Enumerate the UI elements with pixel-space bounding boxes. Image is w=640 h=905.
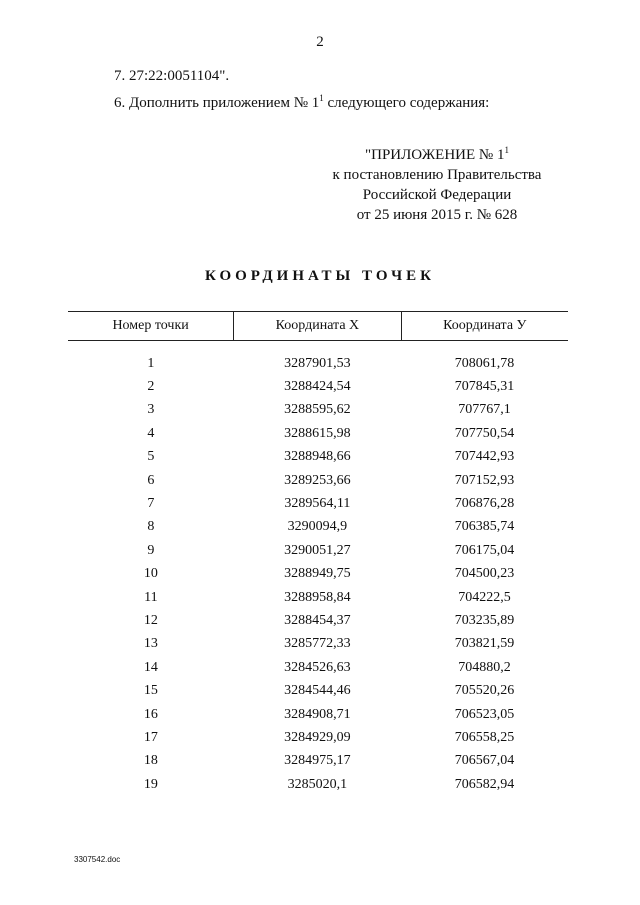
appendix-title-superscript: 1 [504,145,509,155]
cell-point-number: 16 [143,706,158,722]
table-row [68,679,568,702]
table-row [68,586,568,609]
item-6-text-start: 6. Дополнить приложением № 1 [114,95,320,111]
cell-point-number: 2 [147,379,155,395]
cell-point-number: 19 [143,776,158,792]
appendix-line-decree: к постановлению Правительства [332,167,542,183]
header-point-number: Номер точки [68,312,234,341]
cell-coordinate-y: 704500,23 [454,566,515,582]
cell-coordinate-x: 3288595,62 [284,402,351,418]
cell-coordinate-x: 3284929,09 [284,729,351,745]
table-row [68,399,568,422]
cell-coordinate-x: 3284975,17 [284,753,351,769]
cell-point-number: 9 [147,542,155,558]
table-row [68,422,568,445]
table-header-row [68,312,568,341]
cell-coordinate-y: 704222,5 [458,589,511,605]
table-row [68,609,568,632]
item-6-text [114,93,489,112]
cell-coordinate-y: 706876,28 [454,496,515,512]
appendix-header [322,140,552,225]
cell-point-number: 4 [147,425,155,441]
cell-coordinate-y: 705520,26 [454,683,515,699]
cell-coordinate-y: 706582,94 [454,776,515,792]
table-row [68,703,568,726]
coordinates-table [68,311,568,796]
header-coordinate-y: Координата У [401,312,568,341]
cell-coordinate-x: 3288949,75 [284,566,351,582]
cell-coordinate-y: 704880,2 [458,659,511,675]
table-row [68,375,568,398]
table-body [68,341,568,797]
cell-coordinate-x: 3284544,46 [284,683,351,699]
cell-coordinate-x: 3287901,53 [284,355,351,371]
cell-coordinate-y: 706175,04 [454,542,515,558]
cell-coordinate-x: 3289253,66 [284,472,351,488]
table-row [68,446,568,469]
cell-coordinate-y: 706558,25 [454,729,515,745]
cell-point-number: 10 [143,566,158,582]
cell-coordinate-y: 708061,78 [454,355,515,371]
table-spacer-cell [68,341,568,353]
appendix-line-date: от 25 июня 2015 г. № 628 [356,207,518,223]
cell-point-number: 6 [147,472,155,488]
cell-coordinate-y: 707152,93 [454,472,515,488]
table-title: КООРДИНАТЫ ТОЧЕК [204,268,436,284]
table-row [68,352,568,375]
table-row [68,539,568,562]
cell-coordinate-y: 703235,89 [454,612,515,628]
cell-point-number: 3 [147,402,155,418]
cell-point-number: 5 [147,449,155,465]
cell-coordinate-y: 706385,74 [454,519,515,535]
appendix-line-federation: Российской Федерации [362,187,512,203]
cell-point-number: 15 [143,683,158,699]
table-row [68,516,568,539]
cell-coordinate-y: 707442,93 [454,449,515,465]
cell-coordinate-x: 3285020,1 [287,776,348,792]
appendix-title [322,140,552,165]
cell-coordinate-x: 3288454,37 [284,612,351,628]
cell-coordinate-x: 3290094,9 [287,519,348,535]
table-row [68,633,568,656]
cell-point-number: 14 [143,659,158,675]
cell-point-number: 7 [147,496,155,512]
table-row [68,492,568,515]
cell-coordinate-x: 3288424,54 [284,379,351,395]
cell-point-number: 1 [147,355,155,371]
cell-point-number: 12 [143,612,158,628]
cell-coordinate-y: 703821,59 [454,636,515,652]
cell-coordinate-x: 3288958,84 [284,589,351,605]
cell-point-number: 18 [143,753,158,769]
item-7-text: 7. 27:22:0051104". [114,68,230,84]
table-row [68,750,568,773]
cell-coordinate-x: 3284908,71 [284,706,351,722]
cell-coordinate-x: 3288948,66 [284,449,351,465]
table-row [68,726,568,749]
table-row [68,563,568,586]
cell-point-number: 13 [143,636,158,652]
item-6-text-end: следующего содержания: [323,95,490,111]
cell-coordinate-y: 706567,04 [454,753,515,769]
cell-coordinate-x: 3288615,98 [284,425,351,441]
cell-point-number: 17 [143,729,158,745]
appendix-title-text: "ПРИЛОЖЕНИЕ № 1 [364,147,505,163]
table-row [68,469,568,492]
table-row [68,656,568,679]
cell-coordinate-y: 707845,31 [454,379,515,395]
cell-coordinate-x: 3289564,11 [284,496,351,512]
document-filename: 3307542.doc [74,855,121,864]
cell-coordinate-y: 707767,1 [458,402,511,418]
table-row [68,773,568,796]
cell-coordinate-x: 3284526,63 [284,659,351,675]
page-number: 2 [316,34,324,50]
cell-point-number: 8 [147,519,155,535]
cell-coordinate-y: 706523,05 [454,706,515,722]
cell-coordinate-x: 3290051,27 [284,542,351,558]
cell-coordinate-y: 707750,54 [454,425,515,441]
cell-coordinate-x: 3285772,33 [284,636,351,652]
item-6-superscript: 1 [319,93,324,103]
cell-point-number: 11 [144,589,158,605]
table-spacer-row [68,341,568,353]
header-coordinate-x: Координата X [234,312,401,341]
